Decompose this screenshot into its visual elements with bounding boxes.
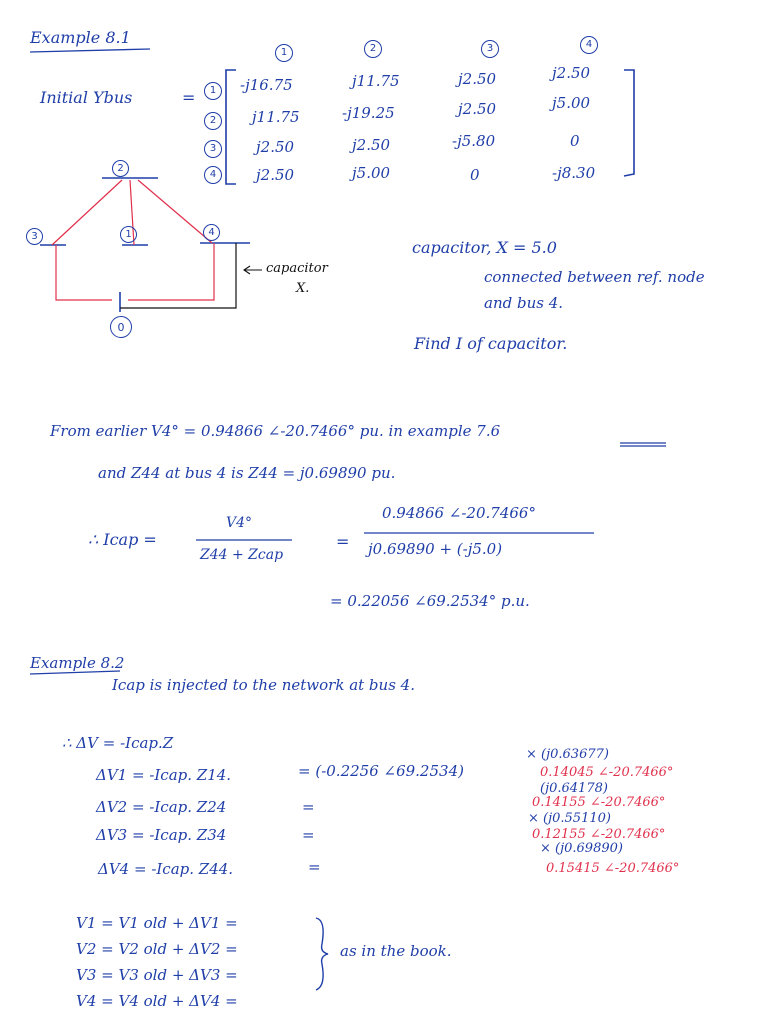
as-in-book-note: as in the book. — [340, 942, 452, 960]
matrix-cell: -j5.80 — [452, 132, 496, 150]
delta-v2-result: 0.14155 ∠-20.7466° — [532, 795, 666, 810]
note-find-i: Find I of capacitor. — [414, 334, 568, 353]
matrix-cell: j11.75 — [352, 72, 400, 90]
example-8-2-title: Example 8.2 — [30, 654, 125, 672]
row-header-1: 1 — [204, 82, 222, 100]
network-diagram — [40, 178, 262, 312]
matrix-cell: j2.50 — [256, 138, 295, 156]
icap-numerator: 0.94866 ∠-20.7466° — [382, 504, 536, 522]
equals-sign: = — [182, 88, 196, 107]
z44-line: and Z44 at bus 4 is Z44 = j0.69890 pu. — [98, 464, 396, 482]
matrix-cell: j2.50 — [352, 136, 391, 154]
v4-update: V4 = V4 old + ΔV4 = — [76, 992, 238, 1010]
capacitor-label: capacitor — [266, 261, 328, 276]
z14-value: × (j0.63677) — [526, 747, 609, 762]
bus-3-label: 3 — [26, 228, 43, 245]
icap-frac-numerator: V4° — [226, 515, 253, 531]
matrix-cell: 0 — [470, 166, 480, 184]
icap-injected-line: Icap is injected to the network at bus 4. — [112, 676, 415, 694]
capacitor-x-label: X. — [296, 281, 310, 296]
delta-v-line: ∴ ΔV = -Icap.Z — [62, 734, 174, 752]
icap-lhs: ∴ Icap = — [88, 530, 157, 549]
delta-v2-eq: = — [302, 798, 315, 816]
v3-update: V3 = V3 old + ΔV3 = — [76, 966, 238, 984]
delta-v4-lhs: ΔV4 = -Icap. Z44. — [98, 860, 234, 878]
row-header-3: 3 — [204, 140, 222, 158]
col-header-3: 3 — [481, 40, 499, 58]
icap-result: = 0.22056 ∠69.2534° p.u. — [330, 592, 530, 610]
bus-1-label: 1 — [120, 226, 137, 243]
bus-4-label: 4 — [203, 224, 220, 241]
col-header-1: 1 — [275, 44, 293, 62]
matrix-cell: j2.50 — [256, 166, 295, 184]
matrix-cell: j2.50 — [458, 70, 497, 88]
matrix-cell: j5.00 — [352, 164, 391, 182]
from-earlier-line: From earlier V4° = 0.94866 ∠-20.7466° pu. in example 7.6 — [50, 422, 501, 440]
note-bus4: and bus 4. — [484, 294, 564, 312]
row-header-2: 2 — [204, 112, 222, 130]
icap-frac-denominator: Z44 + Zcap — [200, 547, 284, 563]
matrix-cell: j5.00 — [552, 94, 591, 112]
delta-v3-eq: = — [302, 826, 315, 844]
z34-value: × (j0.55110) — [528, 811, 611, 826]
bus-2-label: 2 — [112, 160, 129, 177]
initial-ybus-label: Initial Ybus — [40, 88, 133, 107]
z24-value: (j0.64178) — [540, 781, 608, 796]
delta-v2-lhs: ΔV2 = -Icap. Z24 — [96, 798, 227, 816]
delta-v1-eq: = (-0.2256 ∠69.2534) — [298, 762, 464, 780]
delta-v3-result: 0.12155 ∠-20.7466° — [532, 827, 666, 842]
note-capacitor-x: capacitor, X = 5.0 — [412, 238, 557, 257]
note-connected: connected between ref. node — [484, 268, 705, 286]
z44-value: × (j0.69890) — [540, 841, 623, 856]
matrix-cell: j2.50 — [458, 100, 497, 118]
matrix-cell: 0 — [570, 132, 580, 150]
delta-v3-lhs: ΔV3 = -Icap. Z34 — [96, 826, 227, 844]
col-header-4: 4 — [580, 36, 598, 54]
bus-0-label: 0 — [110, 316, 132, 338]
col-header-2: 2 — [364, 40, 382, 58]
v1-update: V1 = V1 old + ΔV1 = — [76, 914, 238, 932]
icap-denominator: j0.69890 + (-j5.0) — [368, 540, 503, 558]
v2-update: V2 = V2 old + ΔV2 = — [76, 940, 238, 958]
matrix-cell: j11.75 — [252, 108, 300, 126]
matrix-cell: -j8.30 — [552, 164, 596, 182]
delta-v4-eq: = — [308, 858, 321, 876]
delta-v4-result: 0.15415 ∠-20.7466° — [546, 861, 680, 876]
icap-equals: = — [336, 532, 350, 551]
example-8-1-title: Example 8.1 — [30, 28, 131, 47]
matrix-cell: -j19.25 — [342, 104, 395, 122]
matrix-cell: j2.50 — [552, 64, 591, 82]
delta-v1-result: 0.14045 ∠-20.7466° — [540, 765, 674, 780]
row-header-4: 4 — [204, 166, 222, 184]
matrix-cell: -j16.75 — [240, 76, 293, 94]
delta-v1-lhs: ΔV1 = -Icap. Z14. — [96, 766, 232, 784]
